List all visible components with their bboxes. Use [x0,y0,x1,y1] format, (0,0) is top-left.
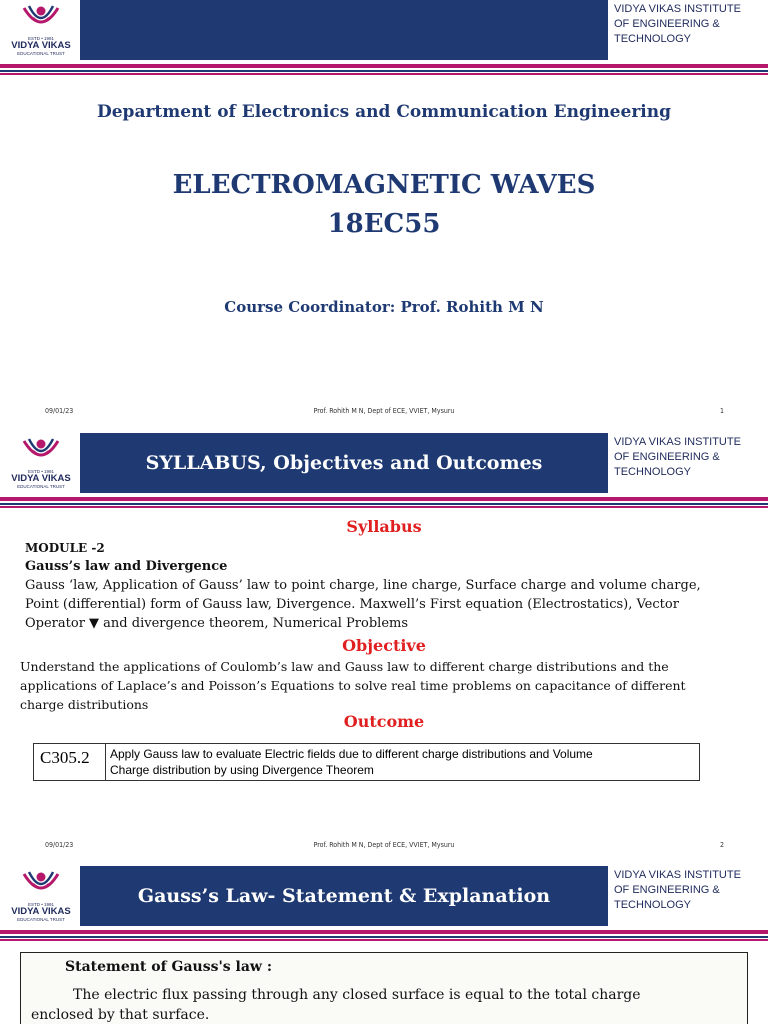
logo-subtitle: EDUCATIONAL TRUST [17,51,65,56]
footer-date: 09/01/23 [45,407,74,415]
logo-established: ESTD • 1991 [27,902,55,907]
header-banner [80,0,608,60]
course-coordinator: Course Coordinator: Prof. Rohith M N [224,298,544,316]
objective-line: Understand the applications of Coulomb’s law and Gauss law to different charge distributions and the [20,659,669,674]
statement-line: The electric flux passing through any closed surface is equal to the total charge [73,987,641,1003]
divider-stripe [0,64,768,68]
logo-emblem-icon [20,2,62,36]
institute-name [614,868,764,913]
statement-heading: Statement of Gauss's law : [65,959,272,975]
slide-title: Gauss’s Law- Statement & Explanation [137,885,551,907]
objective-heading: Objective [342,636,426,655]
logo-established: ESTD • 1991 [27,36,55,41]
institute-logo [4,435,78,493]
institute-line-2: OF ENGINEERING & [614,451,720,463]
institute-line-3: TECHNOLOGY [614,33,692,45]
slide-header [0,866,768,928]
slide-header [0,433,768,495]
institute-logo [4,2,78,60]
syllabus-heading: Syllabus [346,517,422,536]
divider-stripe [0,503,768,505]
table-row [34,744,700,781]
logo-name: VIDYA VIKAS [11,906,71,917]
institute-line-2: OF ENGINEERING & [614,18,720,30]
footer-author: Prof. Rohith M N, Dept of ECE, VVIET, Mysuru [313,407,455,415]
slide-2 [0,433,768,849]
divider-stripe [0,70,768,72]
scanned-statement-box [20,952,748,1024]
statement-line: enclosed by that surface. [31,1007,210,1023]
logo-emblem-icon [20,435,62,469]
footer-date: 09/01/23 [45,841,74,849]
module-line: Point (differential) form of Gauss law, Divergence. Maxwell’s First equation (Electrostatics), Vector [25,597,679,612]
outcome-heading: Outcome [343,712,425,731]
logo-subtitle: EDUCATIONAL TRUST [17,917,65,922]
institute-line-3: TECHNOLOGY [614,899,692,911]
outcome-line: Charge distribution by using Divergence Theorem [110,763,374,777]
module-title: Gauss’s law and Divergence [25,559,228,574]
institute-name [614,435,764,480]
department-title: Department of Electronics and Communication Engineering [97,102,671,122]
divider-stripe [0,73,768,75]
logo-established: ESTD • 1991 [27,469,55,474]
institute-logo [4,868,78,926]
footer-page-number: 2 [719,841,724,849]
institute-line-1: VIDYA VIKAS INSTITUTE [614,869,741,881]
divider-stripe [0,506,768,508]
institute-name [614,2,764,47]
logo-subtitle: EDUCATIONAL TRUST [17,484,65,489]
divider-stripe [0,930,768,934]
institute-line-3: TECHNOLOGY [614,466,692,478]
slide-header [0,0,768,62]
slide-title: SYLLABUS, Objectives and Outcomes [145,452,543,474]
slide-1 [0,0,768,430]
logo-name: VIDYA VIKAS [11,473,71,484]
course-code: 18EC55 [327,209,441,239]
institute-line-1: VIDYA VIKAS INSTITUTE [614,3,741,15]
course-title: ELECTROMAGNETIC WAVES [172,170,596,200]
logo-emblem-icon [20,868,62,902]
institute-line-1: VIDYA VIKAS INSTITUTE [614,436,741,448]
objective-line: applications of Laplace’s and Poisson’s Equations to solve real time problems on capacitance of different [20,678,686,693]
module-line: Operator ▼ and divergence theorem, Numerical Problems [25,616,409,631]
footer-author: Prof. Rohith M N, Dept of ECE, VVIET, Mysuru [313,841,455,849]
outcome-table [33,743,700,781]
outcome-code: C305.2 [34,744,106,781]
divider-stripe [0,939,768,941]
module-line: Gauss ‘law, Application of Gauss’ law to point charge, line charge, Surface charge and volume charge, [25,578,701,593]
divider-stripe [0,497,768,501]
divider-stripe [0,936,768,938]
logo-name: VIDYA VIKAS [11,40,71,51]
outcome-line: Apply Gauss law to evaluate Electric fields due to different charge distributions and Volume [110,747,593,761]
module-label: MODULE -2 [25,541,105,555]
objective-line: charge distributions [20,697,149,712]
footer-page-number: 1 [719,407,724,415]
outcome-description [106,744,700,781]
institute-line-2: OF ENGINEERING & [614,884,720,896]
